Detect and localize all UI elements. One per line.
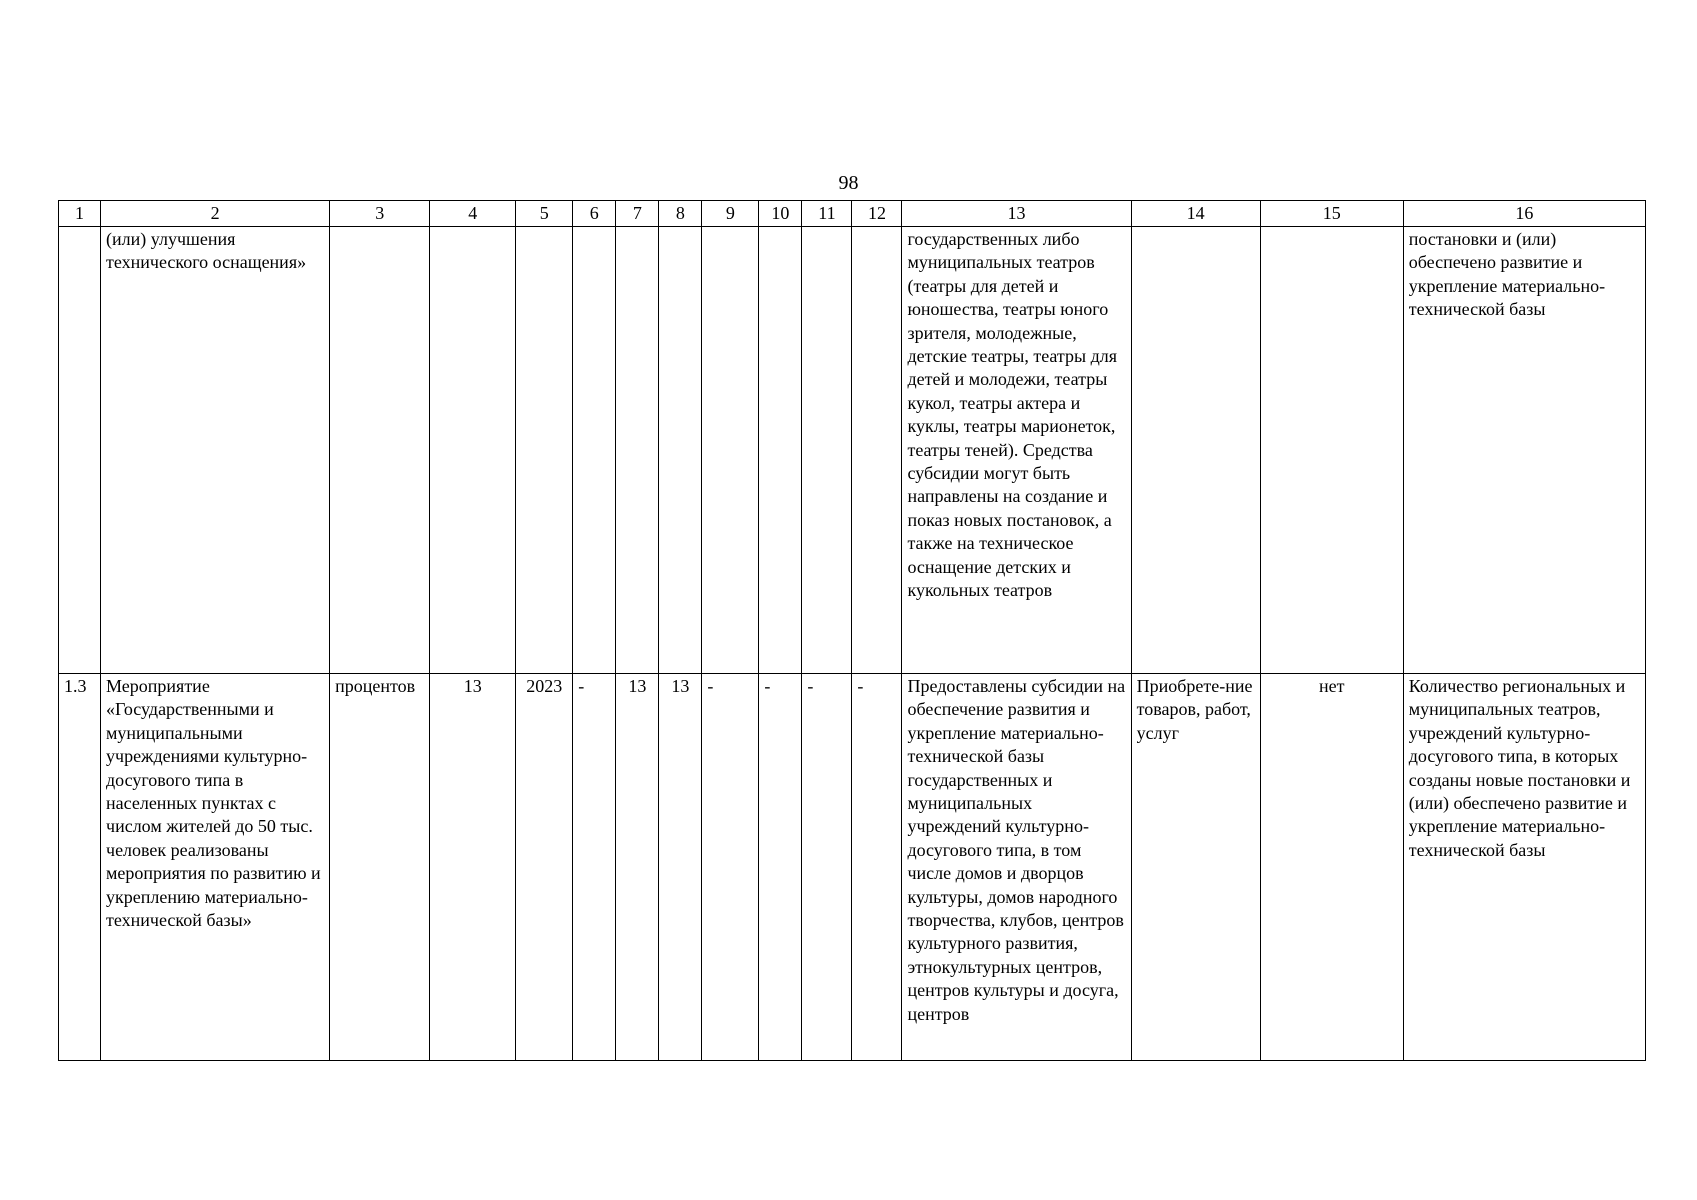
cell-col6: - (573, 674, 616, 1061)
cell-col6 (573, 227, 616, 674)
cell-number: 1.3 (59, 674, 101, 1061)
cell-col14 (1131, 227, 1260, 674)
cell-col7 (616, 227, 659, 674)
column-header: 16 (1403, 201, 1645, 227)
cell-col7: 13 (616, 674, 659, 1061)
column-header: 2 (101, 201, 330, 227)
column-header: 15 (1260, 201, 1403, 227)
cell-col10: - (759, 674, 802, 1061)
table-header-row (59, 201, 1646, 227)
cell-col8 (659, 227, 702, 674)
cell-event-name: Мероприятие «Государственными и муниципальными учреждениями культурно-досугового типа в населенных пунктах с числом жителей до 50 тыс. человек реализованы мероприятия по развитию и укреплению материально-технической базы» (101, 674, 330, 1061)
column-header: 3 (330, 201, 430, 227)
table-row (59, 674, 1646, 1061)
cell-col15: нет (1260, 674, 1403, 1061)
cell-col11: - (802, 674, 852, 1061)
cell-number (59, 227, 101, 674)
column-header: 8 (659, 201, 702, 227)
column-header: 6 (573, 201, 616, 227)
cell-unit (330, 227, 430, 674)
cell-description: государственных либо муниципальных театров (театры для детей и юношества, театры юного зрителя, молодежные, детские театры, театры для детей и молодежи, театры кукол, театры актера и куклы, театры марионеток, театры теней). Средства субсидии могут быть направлены на создание и показ новых постановок, а также на техническое оснащение детских и кукольных театров (902, 227, 1131, 674)
page-number: 98 (838, 172, 859, 194)
column-header: 11 (802, 201, 852, 227)
column-header: 14 (1131, 201, 1260, 227)
column-header: 1 (59, 201, 101, 227)
cell-col15 (1260, 227, 1403, 674)
table-row (59, 227, 1646, 674)
cell-col11 (802, 227, 852, 674)
cell-unit: процентов (330, 674, 430, 1061)
cell-col9 (702, 227, 759, 674)
cell-col4: 13 (430, 674, 516, 1061)
column-header: 13 (902, 201, 1131, 227)
cell-col12: - (852, 674, 902, 1061)
cell-col4 (430, 227, 516, 674)
column-header: 4 (430, 201, 516, 227)
cell-col8: 13 (659, 674, 702, 1061)
cell-purchase-type: Приобрете-ние товаров, работ, услуг (1131, 674, 1260, 1061)
cell-result: постановки и (или) обеспечено развитие и укрепление материально-технической базы (1403, 227, 1645, 674)
cell-col12 (852, 227, 902, 674)
cell-col5: 2023 (516, 674, 573, 1061)
cell-col5 (516, 227, 573, 674)
column-header: 7 (616, 201, 659, 227)
cell-event-name: (или) улучшения технического оснащения» (101, 227, 330, 674)
cell-col10 (759, 227, 802, 674)
column-header: 10 (759, 201, 802, 227)
column-header: 5 (516, 201, 573, 227)
document-table (58, 200, 1646, 1061)
cell-col9: - (702, 674, 759, 1061)
cell-description: Предоставлены субсидии на обеспечение развития и укрепление материально-технической базы государственных и муниципальных учреждений культурно-досугового типа, в том числе домов и дворцов культуры, домов народного творчества, клубов, центров культурного развития, этнокультурных центров, центров культуры и досуга, центров (902, 674, 1131, 1061)
column-header: 9 (702, 201, 759, 227)
cell-result: Количество региональных и муниципальных театров, учреждений культурно-досугового типа, в которых созданы новые постановки и (или) обеспечено развитие и укрепление материально-технической базы (1403, 674, 1645, 1061)
column-header: 12 (852, 201, 902, 227)
